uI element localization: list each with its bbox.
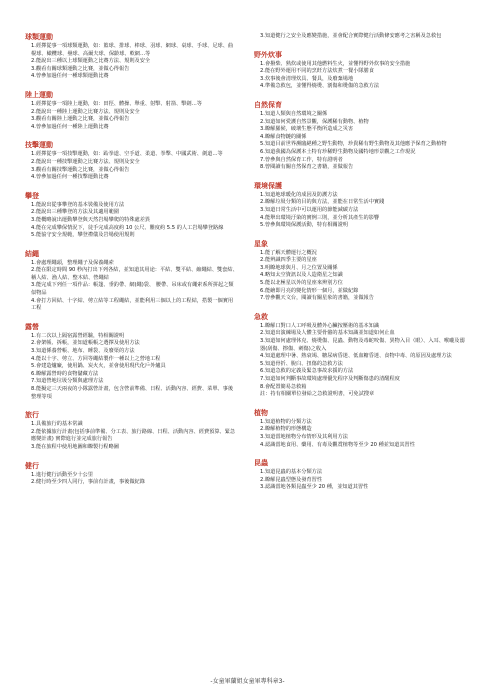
badge-section [25,411,238,451]
badge-section [25,323,238,401]
requirement-item: 2.瞭解植物的形態構造 [260,426,312,433]
requirement-item: 3.知道當地植物分布情形及其利用方法 [260,433,348,440]
requirement-item: 2.能依據旅行計畫(包括事前準備、分工表、旅行路線、日程、活動內容、經費預算、緊急應變計畫) 實際進行並完成旅行報告 [31,428,236,443]
badge-section [254,240,467,303]
left-column [25,33,238,497]
badge-section [25,141,238,181]
section-title: 攀登 [25,191,39,200]
requirement-list [254,192,467,230]
requirement-item: 5.知道骨折、脫臼、扭傷的急救方法 [260,360,343,367]
requirement-item: 3.能完成下列任一項作品：帳篷、垂釣帶、網(繩)袋、 腰帶、吊床或有繩索系所拼起之類似物品 [31,282,234,297]
section-title: 星象 [254,239,268,248]
requirement-item: 3.觀看有關陸上運動之比賽，並做心得報告 [31,116,130,123]
requirement-item: 6.知道我國為保護本土特有珍稀野生動物及國特地形景觀之工作現況 [260,148,416,155]
requirement-item: 7.知道營地垃圾分類與處理方法 [31,378,104,385]
section-title: 技擊運動 [25,141,53,150]
requirement-list [25,333,238,401]
requirement-item: 2.會架帳、拆帳，並知道帳帳之選擇及使用方法 [31,340,140,347]
requirement-item: 3.知道日常生活中可以運用的節能減碳方法 [260,206,359,213]
requirement-list [254,33,467,41]
requirement-item: 註：持有相關單位發給之急救證明書，可免試搜章 [260,391,375,398]
requirement-item: 4.瞭解食物鏈的關係 [260,133,307,140]
section-title: 旅行 [25,411,39,420]
requirement-item: 5.知道目前世界瀕臨絕種之野生動物，珍貴稀有野生動物及其他應予保育之動植物 [260,141,447,148]
section-title: 野外炊事 [254,50,282,59]
requirement-item: 1.會處理繩頭，整理繩子及保養繩索 [31,259,114,266]
requirement-item: 7.曾參觀天文台，閱讀有關星象的書籍，並做報告 [260,295,374,302]
right-column [254,33,467,502]
requirement-list [25,260,238,313]
requirement-item: 3.知道健行之安全及應變措施，並會配合實際健行活動條安應考之害稱及急救包 [260,33,442,39]
requirement-list [25,43,238,81]
requirement-item: 2.能辨識四季主要的星座 [260,257,317,264]
badge-section [25,192,238,240]
requirement-list [254,323,467,399]
requirement-item: 2.瞭解垃圾分類的目的與方法，並能在日常生活中實踐 [260,199,385,206]
requirement-item: 4.能在完成攀保情況下，徒手完成高度約 10 公尺、難度約 5.5 的人工岩場攀登路線 [31,224,224,231]
requirement-item: 5.會建造爐廠，使用鍋、炭火火，並會使用現代化戶外爐具 [31,363,166,370]
requirement-item: 8.曾閱讀有關自然保育之書籍，並做報告 [260,164,354,171]
requirement-item: 3.能在旅程中使用地圖和瞭製行程略圖 [31,443,119,450]
requirement-item: 4.能以十字、剪立、方回等繩結製作一種以上之營地工程 [31,355,161,362]
requirement-item: 2.能在野外運用不同的烹飪方法炊煮一餐小隊膳食 [260,68,374,75]
section-title: 健行 [25,461,39,470]
requirement-item: 4.準備急救包，並懂得燒燙、割傷和燙傷的急救方法 [260,83,380,90]
requirement-item: 4.略知太空資訊以及人造衛星之知識 [260,272,343,279]
requirement-list [25,202,238,240]
requirement-item: 3.觀看有關技擊運動之比賽，並做心得報告 [31,166,130,173]
requirement-item: 4.曾參加過任何一種技擊運動比賽 [31,174,109,181]
requirement-item: 3.認識當地各類昆蟲至少 20 種，並知道其習性 [260,484,369,491]
requirement-item: 2.知道出演練場及人體主要骨骼的基本知識並知道如何止血 [260,330,395,337]
requirement-item: 3.瞭解羅候，破壞生態平衡所造成之災害 [260,126,354,133]
requirement-item: 6.知道急救的定義及緊急事故求援的方法 [260,368,354,375]
requirement-item: 5.能協守安全規範，攀登禮儀及岩場使用規則 [31,232,135,239]
requirement-item: 4.知道處理中暑、熱衰竭、糖尿病昏迷、低血糖昏迷、食物中毒、的原因及處理方法 [260,353,452,360]
requirement-item: 4.能舉出環境汙染的實例三則，並分析其產生的影響 [260,214,380,221]
requirement-list [254,419,467,449]
requirement-item: 1.知道植物的分類方法 [260,418,312,425]
section-title: 結繩 [25,249,39,258]
requirement-item: 1.經擇從事一項球類運動，如：籃球、排球、棒球、羽球、網球、桌球、手球、足球、曲棍球、橄欖球、壘球、高爾夫球、保齡球、軟網…等 [31,43,234,57]
requirement-item: 1.瞭解口對口人工呼吸及體外心臟按壓術的基本知識 [260,322,380,329]
badge-section [254,33,467,41]
requirement-item: 1.會撥柴、熟炊或使用其他燃料生火，並懂得野外炊事的安全措施 [260,60,411,67]
requirement-item: 1.能了解天體運行之概況 [260,249,317,256]
requirement-list [254,61,467,91]
requirement-item: 3.知道係養營帳、地布、睡袋、及廢渠的方法 [31,348,135,355]
requirement-item: 3.能概略說出運動攀登與天然岩場攀爬的特殊處差異 [31,216,151,223]
requirement-item: 2.能說出三種攀登的方法及其適用範圍 [31,209,119,216]
requirement-item: 2.能說出一種技擊運動之比賽方法、規則及安全 [31,158,140,165]
badge-section [254,101,467,172]
badge-section [25,462,238,487]
requirement-item: 4.認識當地食用、藥用、有毒及觀賞植物等至少 20 種並知道其習性 [260,441,415,448]
badge-section [254,459,467,492]
requirement-item: 2.能說出三種以上球類運動之比賽方法、規則及安全 [31,58,151,65]
requirement-item: 5.能以北極星以外的星座來辨別方位 [260,280,343,287]
section-title: 露營 [25,322,39,331]
section-title: 植物 [254,408,268,417]
badge-section [25,250,238,313]
requirement-item: 2.能說出一種陸上運動之比賽方法、規則及安全 [31,108,140,115]
requirement-item: 7.知道如何判斷事故環境處理優先程序及判斷傷患的清醒程度 [260,376,400,382]
requirement-item: 8.能擬定三天兩夜的小隊露營計畫，包含營前準備、日程、活動內容、經費、菜單、事後整理等項 [31,386,234,400]
section-title: 陸上運動 [25,90,53,99]
requirement-item: 3.炊事後會清理炊具、餐具，及廢棄場地 [260,75,354,82]
requirement-item: 5.曾參與環境保護活動，特有相關證明 [260,222,348,229]
requirement-item: 1.經擇從事一項技擊運動，如：跆拳道、空手道、柔道、拳擊、中國武術、劍道…等 [31,151,223,158]
requirement-item: 1.進行健行活動至少十公里 [31,471,94,478]
badge-section [254,182,467,230]
badge-section [25,33,238,81]
badge-section [25,91,238,131]
requirement-list [25,472,238,487]
requirement-item: 3.觀看有關球類運動之比賽，並做心得報告 [31,65,130,72]
requirement-item: 8.會配置簡易急救箱 [260,383,307,390]
requirement-list [254,469,467,492]
requirement-item: 2.能在限定時間 90 秒內打出下列各結，並知道其用途：平結、雙平結、縮繩結、雙套結、稱人結、漁人結、整木結、營繩結 [31,267,238,281]
requirement-item: 7.曾參與自然保育工作，特有證明者 [260,156,343,163]
requirement-item: 1.具備旅行的基本常識 [31,421,83,428]
requirement-list [25,151,238,181]
badge-section [254,51,467,91]
requirement-item: 6.能繪即月亮的變化情形一個月，並做紀錄 [260,287,359,294]
requirement-item: 2.瞭解昆蟲型態及發育習性 [260,476,323,483]
requirement-item: 4.會打方回結、十字結、剪立結等工程繩結，並能利用三個以上的工程結，搭製一個實用工程 [31,297,234,312]
section-title: 環境保護 [254,181,282,190]
requirement-list [25,421,238,451]
requirement-list [25,101,238,131]
requirement-item: 1.經擇從事一項陸上運動，如：田徑、體操、舉重、射擊、射箭、擊劍…等 [31,100,202,107]
requirement-item: 1.能說出從事攀登的基本裝備及使用方法 [31,201,125,208]
requirement-item: 1.知道地球暖化的成因及防護方法 [260,191,338,198]
badge-section [254,409,467,449]
section-title: 急救 [254,312,268,321]
badge-section [254,313,467,399]
page-footer: -女童軍蘭姐女童軍專科章3- [210,678,285,685]
requirement-item: 3.明瞭地球與月、月之位置及關係 [260,264,338,271]
section-title: 自然保育 [254,100,282,109]
requirement-item: 4.曾參加過任何一種球類運動比賽 [31,73,109,80]
requirement-item: 1.有二次以上隔宿露營經驗，特相關證明 [31,332,125,339]
requirement-item: 1.知道人類與自然環境之關係 [260,110,328,117]
requirement-item: 6.瞭解露營時的食物儲藏方法 [31,370,99,377]
requirement-item: 2.知道如何愛護自然景觀，保護稀有動物、植物 [260,118,369,125]
requirement-list [254,250,467,303]
requirement-item: 2.健行時至少四人同行，事前有計畫，事後做紀錄 [31,479,145,486]
requirement-item: 1.知道昆蟲的基本分類方法 [260,469,323,476]
requirement-item: 3.知道如何處理休克、燒燙傷、昆蟲、動物及毒蛇咬傷、異物入目（眼）、入耳、喉嚨及溺器(刮傷、擦傷、刺傷)之收入 [260,338,465,352]
section-title: 昆蟲 [254,459,268,468]
requirement-item: 4.曾參加過任何一種陸上運動比賽 [31,123,109,130]
section-title: 球類運動 [25,33,53,41]
requirement-list [254,111,467,172]
